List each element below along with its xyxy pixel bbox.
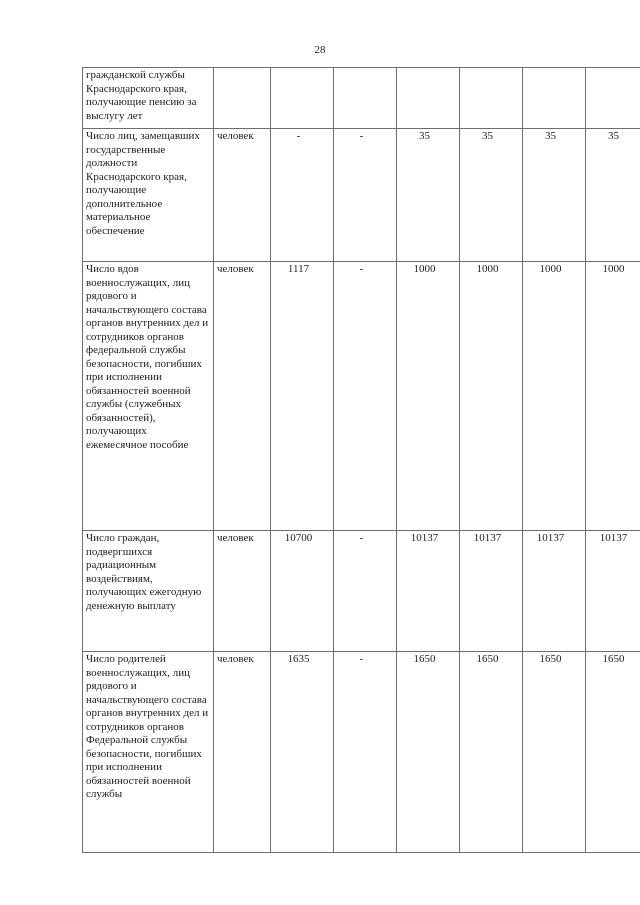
value-cell xyxy=(460,68,523,129)
value-cell: 1000 xyxy=(460,262,523,531)
value-cell xyxy=(334,68,397,129)
value-cell: 10137 xyxy=(397,531,460,652)
value-cell: - xyxy=(334,531,397,652)
table-row xyxy=(83,68,640,129)
table-row xyxy=(83,129,640,262)
unit-cell: человек xyxy=(214,129,271,262)
value-cell: 35 xyxy=(523,129,586,262)
value-cell: 10137 xyxy=(523,531,586,652)
indicator-name-cell: Число лиц, замещавших государственные должности Краснодарского края, получающие дополнительное материальное обеспечение xyxy=(83,129,214,262)
value-cell: 1000 xyxy=(586,262,640,531)
indicator-name-cell: гражданской службы Краснодарского края, получающие пенсию за выслугу лет xyxy=(83,68,214,129)
value-cell xyxy=(397,68,460,129)
value-cell: 1650 xyxy=(586,652,640,853)
value-cell: 10137 xyxy=(586,531,640,652)
value-cell: 10137 xyxy=(460,531,523,652)
value-cell xyxy=(523,68,586,129)
value-cell: 10700 xyxy=(271,531,334,652)
unit-cell: человек xyxy=(214,531,271,652)
indicator-name-cell: Число вдов военнослужащих, лиц рядового и начальствующего состава органов внутренних дел и сотрудников органов федеральной службы безопасности, погибших при исполнении обязанностей военной службы (служебных обязанностей), получающих ежемесячное пособие xyxy=(83,262,214,531)
value-cell: 1000 xyxy=(397,262,460,531)
value-cell: - xyxy=(334,262,397,531)
value-cell: 1650 xyxy=(460,652,523,853)
value-cell: - xyxy=(271,129,334,262)
value-cell xyxy=(271,68,334,129)
value-cell: 1117 xyxy=(271,262,334,531)
unit-cell: человек xyxy=(214,652,271,853)
page-number: 28 xyxy=(314,44,326,56)
value-cell: 1000 xyxy=(523,262,586,531)
table-row xyxy=(83,262,640,531)
value-cell: 1650 xyxy=(397,652,460,853)
unit-cell: человек xyxy=(214,262,271,531)
value-cell: 35 xyxy=(460,129,523,262)
value-cell: 35 xyxy=(586,129,640,262)
value-cell: - xyxy=(334,129,397,262)
unit-cell xyxy=(214,68,271,129)
indicator-name-cell: Число граждан, подвергшихся радиационным воздействиям, получающих ежегодную денежную выплату xyxy=(83,531,214,652)
table-row xyxy=(83,531,640,652)
table-row xyxy=(83,652,640,853)
value-cell: 1635 xyxy=(271,652,334,853)
value-cell xyxy=(586,68,640,129)
indicators-table xyxy=(82,67,640,853)
indicator-name-cell: Число родителей военнослужащих, лиц рядового и начальствующего состава органов внутренних дел и сотрудников органов Федеральной службы безопасности, погибших при исполнении обязанностей военной службы xyxy=(83,652,214,853)
value-cell: 35 xyxy=(397,129,460,262)
value-cell: 1650 xyxy=(523,652,586,853)
value-cell: - xyxy=(334,652,397,853)
